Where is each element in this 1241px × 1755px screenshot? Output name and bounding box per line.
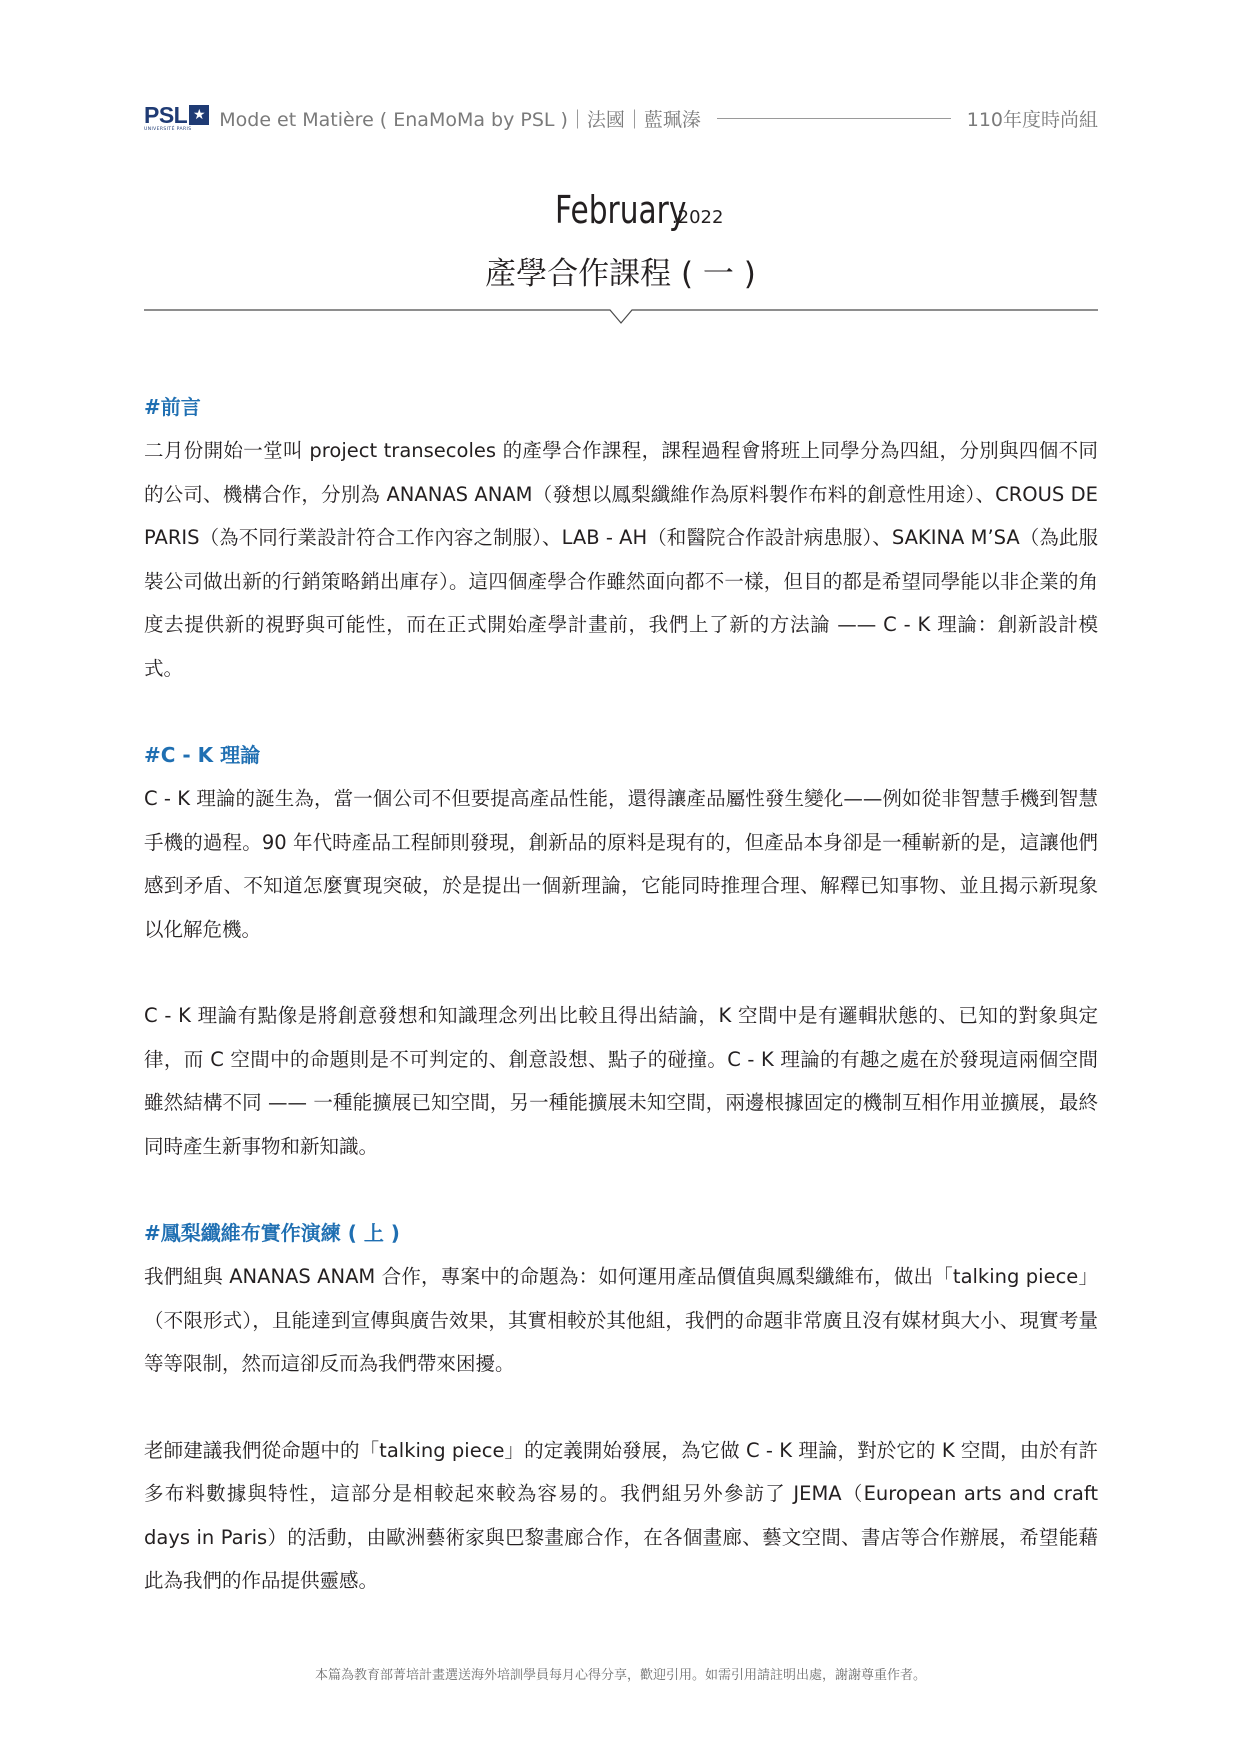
page-header (144, 100, 1098, 136)
title-month: February (554, 188, 686, 232)
category-label: 110年度時尚組 (966, 108, 1098, 131)
star-icon: ★ (189, 105, 209, 125)
paragraph: C - K 理論的誕生為，當一個公司不但要提高產品性能，還得讓產品屬性發生變化——例如從非智慧手機到智慧手機的過程。90 年代時產品工程師則發現，創新品的原料是現有的，但產品本身卻是一種嶄新的是，這讓他們感到矛盾、不知道怎麼實現突破，於是提出一個新理論，它能同時推理合理、解釋已知事物、並且揭示新現象以化解危機。 (144, 787, 1098, 941)
paragraph: C - K 理論有點像是將創意發想和知識理念列出比較且得出結論，K 空間中是有邏輯狀態的、已知的對象與定律，而 C 空間中的命題則是不可判定的、創意設想、點子的碰撞。C - K 理論的有趣之處在於發現這兩個空間雖然結構不同 —— 一種能擴展已知空間，另一種能擴展未知空間，兩邊根據固定的機制互相作用並擴展，最終同時產生新事物和新知識。 (144, 1004, 1098, 1158)
page-title: 產學合作課程 ( 一 ) (485, 256, 756, 292)
title-year: .2022 (671, 207, 724, 228)
section-intro (144, 385, 1098, 690)
paragraph: 我們組與 ANANAS ANAM 合作，專案中的命題為：如何運用產品價值與鳳梨纖維布，做出「talking piece」（不限形式），且能達到宣傳與廣告效果，其實相較於其他組，我們的命題非常廣且沒有媒材與大小、現實考量等等限制，然而這卻反而為我們帶來困擾。 (144, 1265, 1098, 1375)
section-ck-theory (144, 733, 1098, 1168)
title-date (0, 188, 1241, 232)
paragraph: 二月份開始一堂叫 project transecoles 的產學合作課程，課程過程會將班上同學分為四組，分別與四個不同的公司、機構合作，分別為 ANANAS ANAM（發想以鳳梨纖維作為原料製作布料的創意性用途）、CROUS DE PARIS（為不同行業設計符合工作內容之制服）、LAB - AH（和醫院合作設計病患服）、SAKINA M’SA（為此服裝公司做出新的行銷策略銷出庫存）。這四個產學合作雖然面向都不一樣，但目的都是希望同學能以非企業的角度去提供新的視野與可能性，而在正式開始產學計畫前，我們上了新的方法論 —— C - K 理論：創新設計模式。 (144, 439, 1098, 680)
program-info: Mode et Matière ( EnaMoMa by PSL )｜法國｜藍珮溱 (219, 108, 701, 131)
section-heading: #鳳梨纖維布實作演練 ( 上 ) (144, 1221, 400, 1245)
section-heading: #C - K 理論 (144, 743, 261, 767)
paragraph: 老師建議我們從命題中的「talking piece」的定義開始發展，為它做 C - K 理論，對於它的 K 空間，由於有許多布料數據與特性，這部分是相較起來較為容易的。我們組另外參訪了 JEMA（European arts and craft days in Paris）的活動，由歐洲藝術家與巴黎畫廊合作，在各個畫廊、藝文空間、書店等合作辦展，希望能藉此為我們的作品提供靈感。 (144, 1438, 1098, 1592)
page-footer: 本篇為教育部菁培計畫選送海外培訓學員每月心得分享，歡迎引用。如需引用請註明出處，謝謝尊重作者。 (314, 1668, 926, 1683)
section-heading: #前言 (144, 395, 201, 419)
header-divider (717, 118, 951, 119)
logo-text: PSL (144, 101, 188, 128)
section-pineapple-fiber (144, 1211, 1098, 1603)
title-divider (144, 290, 1098, 330)
logo-subtitle: UNIVERSITÉ PARIS (144, 126, 192, 132)
article-body (144, 385, 1098, 1603)
psl-logo (144, 101, 209, 133)
